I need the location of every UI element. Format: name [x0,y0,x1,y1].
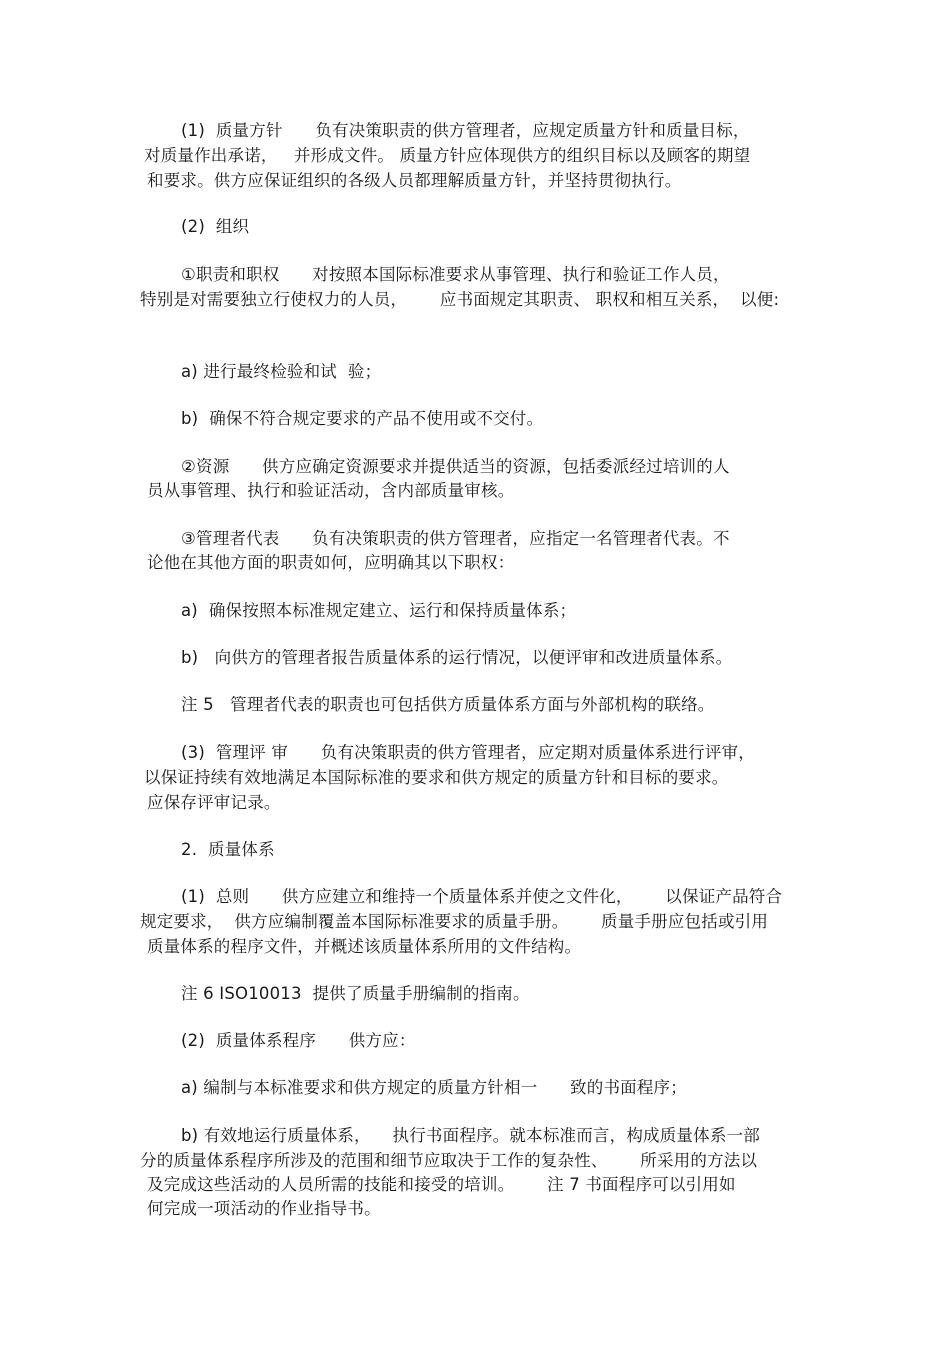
list-item: b) 向供方的管理者报告质量体系的运行情况，以便评审和改进质量体系。 [181,648,733,667]
text-line: 员从事管理、执行和验证活动，含内部质量审核。 [147,481,515,500]
text-line: 及完成这些活动的人员所需的技能和接受的培训。 注 7 书面程序可以引用如 [147,1175,736,1194]
note: 注 6 ISO10013 提供了质量手册编制的指南。 [181,984,530,1003]
text-line: 论他在其他方面的职责如何，应明确其以下职权： [147,553,515,572]
text-line: 规定要求， 供方应编制覆盖本国际标准要求的质量手册。 质量手册应包括或引用 [140,912,769,931]
list-item: b) 有效地运行质量体系， 执行书面程序。就本标准而言，构成质量体系一部 [181,1126,760,1145]
text-line: 何完成一项活动的作业指导书。 [147,1199,381,1218]
text-line: (2) 质量体系程序 供方应： [181,1031,416,1050]
list-item: a) 进行最终检验和试 验； [181,362,382,381]
text-line: (1) 总则 供方应建立和维持一个质量体系并使之文件化， 以保证产品符合 [181,887,783,906]
text-line: 质量体系的程序文件，并概述该质量体系所用的文件结构。 [147,937,582,956]
note: 注 5 管理者代表的职责也可包括供方质量体系方面与外部机构的联络。 [181,695,715,714]
list-item: a) 编制与本标准要求和供方规定的质量方针相一 致的书面程序； [181,1078,687,1097]
section-heading: 2. 质量体系 [181,840,275,859]
text-line: 特别是对需要独立行使权力的人员， 应书面规定其职责、 职权和相互关系， 以便: [140,290,780,309]
list-item: a) 确保按照本标准规定建立、运行和保持质量体系； [181,601,577,620]
text-line: 以保证持续有效地满足本国际标准的要求和供方规定的质量方针和目标的要求。 [144,768,729,787]
text-line: 对质量作出承诺， 并形成文件。 质量方针应体现供方的组织目标以及顾客的期望 [144,146,751,165]
section-heading: (2) 组织 [181,217,250,236]
text-line: 应保存评审记录。 [147,793,281,812]
list-item: b) 确保不符合规定要求的产品不使用或不交付。 [181,409,544,428]
text-line: ②资源 供方应确定资源要求并提供适当的资源，包括委派经过培训的人 [181,457,730,476]
text-line: (3) 管理评 审 负有决策职责的供方管理者，应定期对质量体系进行评审， [181,743,755,762]
text-line: (1) 质量方针 负有决策职责的供方管理者，应规定质量方针和质量目标， [181,121,750,140]
text-line: 分的质量体系程序所涉及的范围和细节应取决于工作的复杂性、 所采用的方法以 [140,1151,758,1170]
text-line: ③管理者代表 负有决策职责的供方管理者，应指定一名管理者代表。不 [181,529,730,548]
text-line: 和要求。供方应保证组织的各级人员都理解质量方针，并坚持贯彻执行。 [147,171,682,190]
text-line: ①职责和职权 对按照本国际标准要求从事管理、执行和验证工作人员， [181,265,730,284]
